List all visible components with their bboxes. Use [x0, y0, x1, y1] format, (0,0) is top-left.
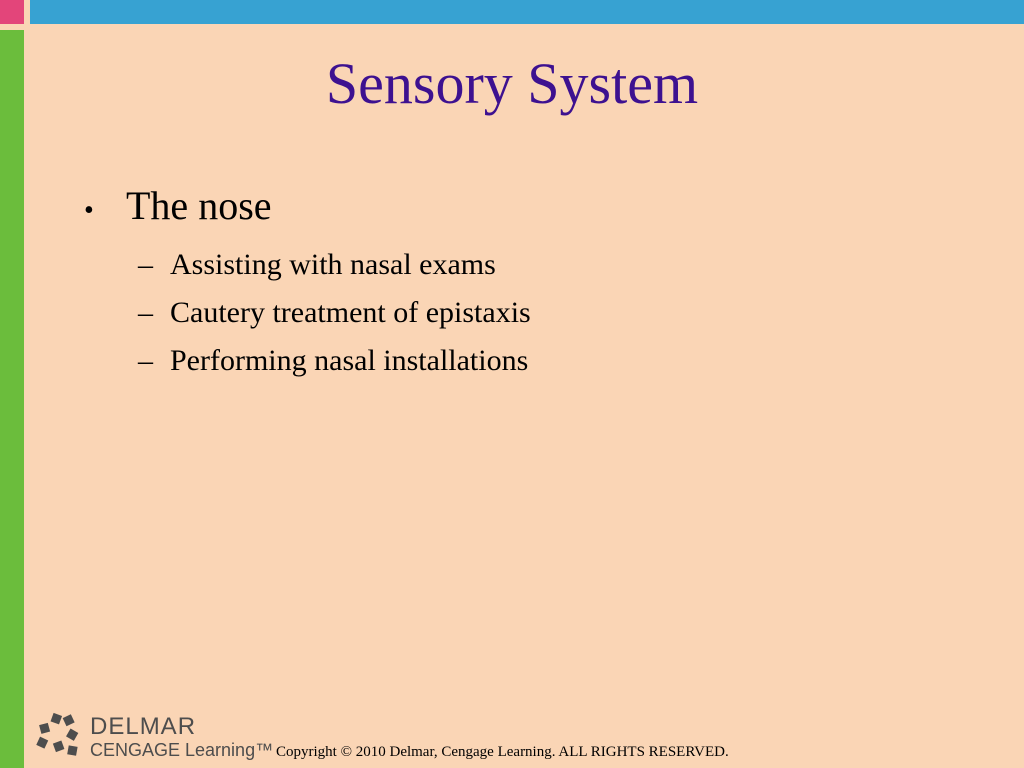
sub-bullet-text: Performing nasal installations [170, 344, 529, 377]
top-accent-bar [30, 0, 1024, 24]
side-accent-bar [0, 30, 24, 768]
logo-mark-icon [34, 712, 84, 760]
sub-bullet-text: Cautery treatment of epistaxis [170, 296, 531, 329]
slide-content [84, 180, 531, 385]
bullet-text: The nose [126, 183, 272, 228]
sub-bullet-item [84, 289, 531, 337]
dash-marker: – [138, 296, 153, 329]
slide-title: Sensory System [325, 51, 699, 116]
sub-bullet-item [84, 337, 531, 385]
sub-bullet-text: Assisting with nasal exams [170, 248, 496, 281]
bullet-marker: • [84, 195, 94, 226]
copyright-notice: Copyright © 2010 Delmar, Cengage Learning. ALL RIGHTS RESERVED. [276, 744, 729, 760]
sub-bullet-item [84, 241, 531, 289]
logo-text-delmar: DELMAR [90, 713, 197, 740]
sub-bullet-list [84, 241, 531, 385]
logo-text-cengage: CENGAGE Learning™ [90, 740, 274, 760]
corner-accent [0, 0, 24, 24]
bullet-item [84, 180, 531, 237]
dash-marker: – [138, 344, 153, 377]
dash-marker: – [138, 248, 153, 281]
delmar-cengage-logo [34, 712, 274, 760]
